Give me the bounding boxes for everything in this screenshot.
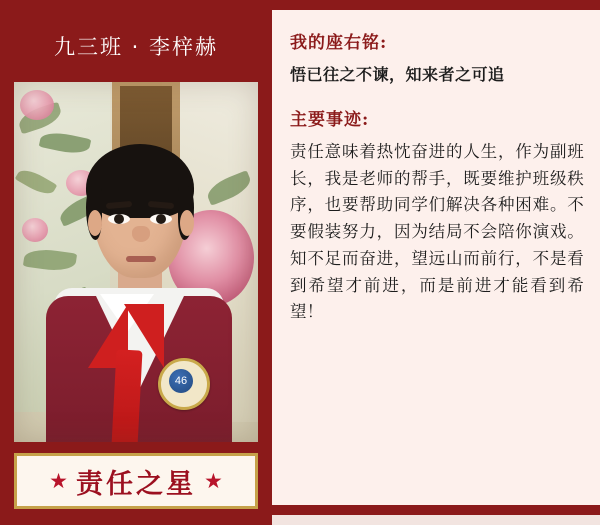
person-ear-left	[88, 210, 102, 236]
deeds-text: 责任意味着热忱奋进的人生，作为副班长，我是老师的帮手，既要维护班级秩序，也要帮助同学们解决各种困难。不要假装努力，因为结局不会陪你演戏。知不足而奋进，望远山而前行，不是看到希望才前进，而是前进才能看到希望！	[290, 142, 584, 322]
student-photo	[14, 82, 258, 442]
pupil	[156, 214, 166, 224]
person-ear-right	[180, 210, 194, 236]
school-badge	[158, 358, 210, 410]
flower-decoration	[22, 218, 48, 242]
student-name: 九三班 · 李梓赫	[53, 35, 219, 59]
person-eye-right	[150, 214, 172, 224]
badge-number: 46	[169, 369, 193, 393]
motto-text: 悟已往之不谏，知来者之可追	[290, 65, 505, 84]
red-scarf-tail	[112, 349, 143, 442]
motto-heading: 我的座右铭:	[290, 33, 388, 53]
star-icon: ★	[204, 469, 223, 493]
person-eye-left	[108, 214, 130, 224]
right-text-panel	[272, 10, 600, 505]
star-icon: ★	[49, 469, 68, 493]
left-photo-panel	[0, 10, 272, 525]
person-nose	[132, 226, 150, 242]
award-banner	[14, 453, 258, 509]
deeds-heading: 主要事迹:	[290, 110, 370, 130]
award-title: 责任之星	[76, 468, 196, 500]
student-name-plate	[0, 10, 272, 82]
person-mouth	[126, 256, 156, 262]
flower-decoration	[20, 90, 54, 120]
pupil	[114, 214, 124, 224]
